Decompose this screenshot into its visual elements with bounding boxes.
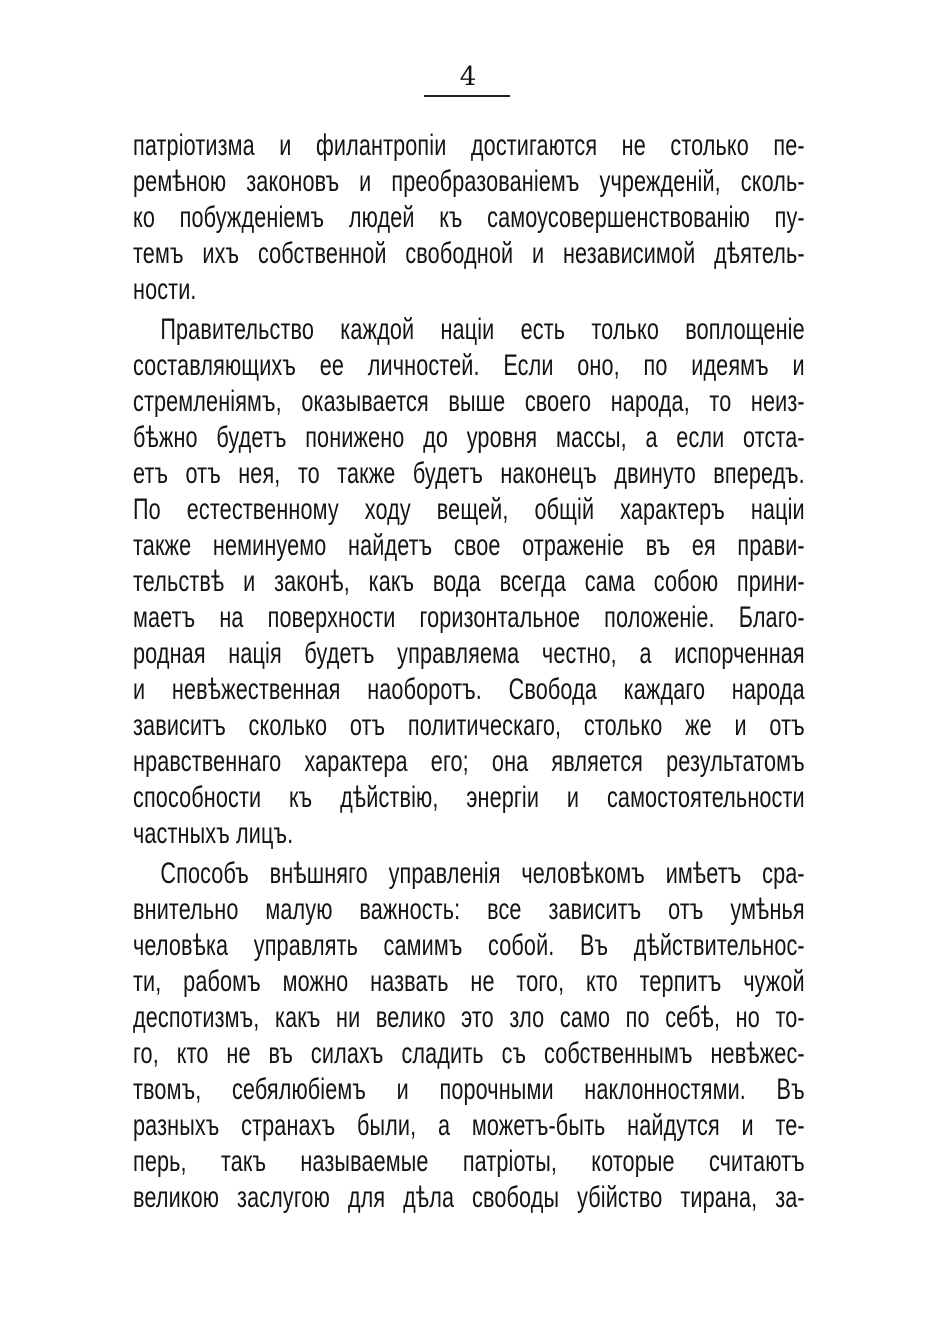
text-line: и невѣжественная наоборотъ. Свобода каждаго народа [133, 673, 805, 706]
body-text [133, 128, 805, 1216]
text-line: Правительство каждой націи есть только воплощеніе [160, 313, 805, 346]
header-rule [424, 95, 510, 97]
page-number: 4 [459, 62, 477, 92]
text-line: также неминуемо найдетъ свое отраженіе въ ея прави- [133, 529, 805, 562]
paragraph [133, 856, 805, 1216]
text-line: родная нація будетъ управляема честно, а испорченная [133, 637, 805, 670]
text-line: го, кто не въ силахъ сладить съ собственнымъ невѣжес- [133, 1037, 805, 1070]
text-line: нравственнаго характера его; она является результатомъ [133, 745, 805, 778]
paragraph [133, 128, 805, 308]
text-line: перь, такъ называемые патріоты, которые считаютъ [133, 1145, 805, 1178]
text-line: ремѣною законовъ и преобразованіемъ учрежденій, сколь- [133, 165, 805, 198]
text-line: великою заслугою для дѣла свободы убійство тирана, за- [133, 1181, 805, 1214]
text-line: деспотизмъ, какъ ни велико это зло само по себѣ, но то- [133, 1001, 805, 1034]
text-line: маетъ на поверхности горизонтальное положеніе. Благо- [133, 601, 805, 634]
text-line: стремленіямъ, оказывается выше своего народа, то неиз- [133, 385, 805, 418]
text-line: ти, рабомъ можно назвать не того, кто терпитъ чужой [133, 965, 805, 998]
text-line: внительно малую важность: все зависитъ отъ умѣнья [133, 893, 805, 926]
text-line: бѣжно будетъ понижено до уровня массы, а если отста- [133, 421, 805, 454]
text-line: ности. [133, 273, 197, 306]
text-line: зависитъ сколько отъ политическаго, столько же и отъ [133, 709, 805, 742]
text-line: Способъ внѣшняго управленія человѣкомъ имѣетъ сра- [160, 857, 805, 890]
text-line: частныхъ лицъ. [133, 817, 294, 850]
text-line: составляющихъ ее личностей. Если оно, по идеямъ и [133, 349, 805, 382]
text-line: способности къ дѣйствію, энергіи и самостоятельности [133, 781, 805, 814]
text-line: ко побужденіемъ людей къ самоусовершенствованію пу- [133, 201, 805, 234]
paragraph [133, 312, 805, 852]
text-line: темъ ихъ собственной свободной и независимой дѣятель- [133, 237, 805, 270]
text-line: патріотизма и филантропіи достигаются не столько пе- [133, 129, 805, 162]
text-line: тельствѣ и законѣ, какъ вода всегда сама собою прини- [133, 565, 805, 598]
text-line: етъ отъ нея, то также будетъ наконецъ двинуто впередъ. [133, 457, 805, 490]
text-line: человѣка управлять самимъ собой. Въ дѣйствительнос- [133, 929, 805, 962]
text-line: твомъ, себялюбіемъ и порочными наклонностями. Въ [133, 1073, 805, 1106]
text-line: разныхъ странахъ были, а можетъ-быть найдутся и те- [133, 1109, 805, 1142]
text-line: По естественному ходу вещей, общій характеръ націи [133, 493, 805, 526]
